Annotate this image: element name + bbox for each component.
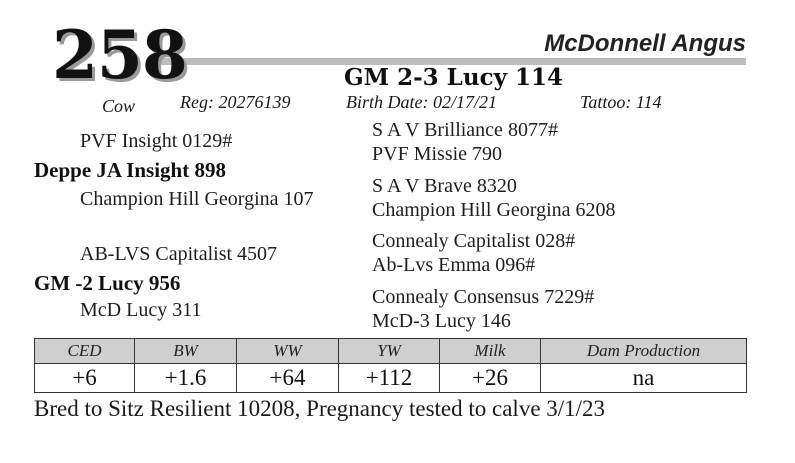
pedigree-sire: Deppe JA Insight 898 xyxy=(34,158,226,182)
epd-value-ww: +64 xyxy=(237,364,339,393)
epd-value-row xyxy=(35,364,747,393)
footer-note: Bred to Sitz Resilient 10208, Pregnancy tested to calve 3/1/23 xyxy=(34,396,606,421)
epd-header-yw: YW xyxy=(339,339,440,364)
tattoo: Tattoo: 114 xyxy=(580,92,662,112)
epd-header-milk: Milk xyxy=(440,339,541,364)
epd-header-bw: BW xyxy=(135,339,237,364)
birth-date: Birth Date: 02/17/21 xyxy=(346,92,497,112)
animal-name: GM 2-3 Lucy 114 xyxy=(344,64,563,91)
epd-header-dam-production: Dam Production xyxy=(541,339,747,364)
pedigree-dam-dam-dam: McD-3 Lucy 146 xyxy=(372,310,511,332)
epd-value-milk: +26 xyxy=(440,364,541,393)
epd-value-dam-production: na xyxy=(541,364,747,393)
epd-table xyxy=(34,338,747,393)
pedigree-sire-dam: Champion Hill Georgina 107 xyxy=(80,188,314,210)
pedigree-sire-dam-dam: Champion Hill Georgina 6208 xyxy=(372,199,616,221)
animal-sex: Cow xyxy=(102,96,136,116)
pedigree-sire-sire-dam: PVF Missie 790 xyxy=(372,143,503,165)
pedigree-sire-sire: PVF Insight 0129# xyxy=(80,130,233,152)
epd-header-ww: WW xyxy=(237,339,339,364)
pedigree-dam-dam-sire: Connealy Consensus 7229# xyxy=(372,286,595,308)
seller-name: McDonnell Angus xyxy=(544,30,746,57)
pedigree-dam-dam: McD Lucy 311 xyxy=(80,299,202,321)
pedigree-sire-dam-sire: S A V Brave 8320 xyxy=(372,175,517,197)
epd-header-row xyxy=(35,339,747,364)
pedigree-dam-sire: AB-LVS Capitalist 4507 xyxy=(80,243,278,265)
registration-number: Reg: 20276139 xyxy=(180,92,291,112)
lot-number: 258 xyxy=(52,16,187,94)
pedigree-dam-sire-dam: Ab-Lvs Emma 096# xyxy=(372,254,536,276)
pedigree-sire-sire-sire: S A V Brilliance 8077# xyxy=(372,119,558,141)
pedigree-dam-sire-sire: Connealy Capitalist 028# xyxy=(372,230,576,252)
epd-value-yw: +112 xyxy=(339,364,440,393)
pedigree-dam: GM -2 Lucy 956 xyxy=(34,271,181,295)
epd-value-bw: +1.6 xyxy=(135,364,237,393)
epd-value-ced: +6 xyxy=(35,364,135,393)
epd-header-ced: CED xyxy=(35,339,135,364)
